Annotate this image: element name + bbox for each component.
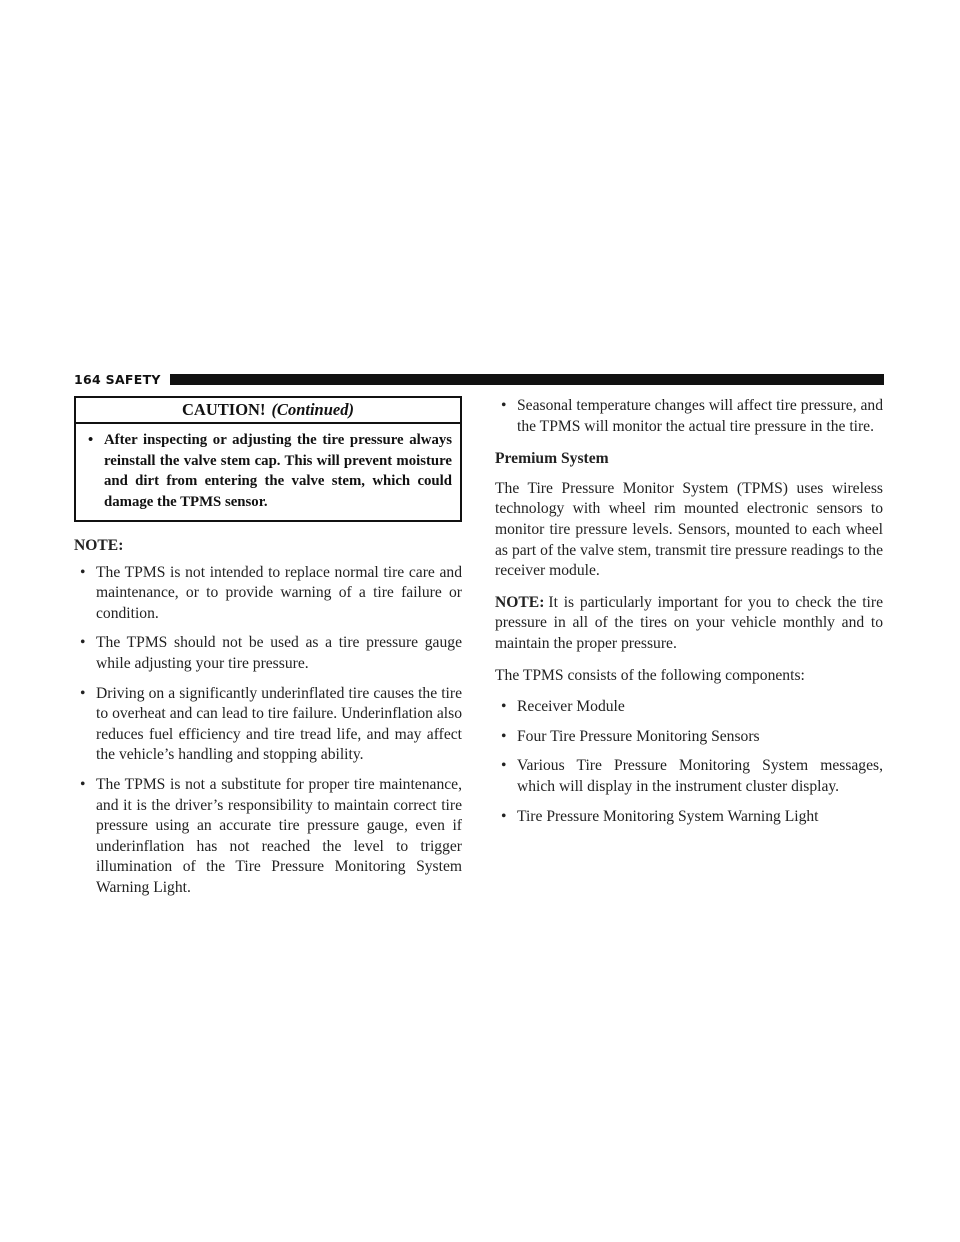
note-item: • Driving on a significantly underinflated tire causes the tire to overheat and can lead to tire failure. Underinflation also reduces fuel efficiency and tire tread life, and may affect the vehicle’s handling and stopping ability. xyxy=(74,684,462,766)
note-item: • The TPMS is not intended to replace normal tire care and maintenance, or to provide warning of a tire failure or condition. xyxy=(74,563,462,625)
note-inline-label: NOTE: xyxy=(495,593,545,611)
right-column xyxy=(495,396,883,836)
components-list xyxy=(495,697,883,827)
page-header xyxy=(74,371,884,387)
component-item: • Four Tire Pressure Monitoring Sensors xyxy=(495,727,883,748)
seasonal-item: • Seasonal temperature changes will affect tire pressure, and the TPMS will monitor the actual tire pressure in the tire. xyxy=(495,396,883,437)
note-label: NOTE: xyxy=(74,537,124,554)
caution-text: • After inspecting or adjusting the tire pressure always reinstall the valve stem cap. This will prevent moisture and dirt from entering the valve stem, which could damage the TPMS sensor. xyxy=(76,424,460,520)
left-column xyxy=(74,396,462,908)
caution-title: CAUTION! xyxy=(182,400,266,419)
component-item: • Various Tire Pressure Monitoring System messages, which will display in the instrument cluster display. xyxy=(495,756,883,797)
caution-continued: (Continued) xyxy=(271,400,354,419)
premium-system-paragraph: The Tire Pressure Monitor System (TPMS) uses wireless technology with wheel rim mounted electronic sensors to monitor tire pressure levels. Sensors, mounted to each wheel as part of the valve stem, transmit tire pressure readings to the receiver module. xyxy=(495,479,883,580)
section-title: SAFETY xyxy=(105,371,161,387)
page-number xyxy=(74,372,161,387)
premium-system-heading: Premium System xyxy=(495,450,609,468)
header-rule xyxy=(170,374,884,385)
component-item: • Tire Pressure Monitoring System Warning Light xyxy=(495,807,883,828)
page-number-value: 164 xyxy=(74,371,101,387)
note-list xyxy=(74,563,462,899)
note-item: • The TPMS should not be used as a tire pressure gauge while adjusting your tire pressure. xyxy=(74,633,462,674)
caution-box xyxy=(74,396,462,522)
note-item: • The TPMS is not a substitute for proper tire maintenance, and it is the driver’s responsibility to maintain correct tire pressure using an accurate tire pressure gauge, even if underinflation has not reached the level to trigger illumination of the Tire Pressure Monitoring System Warning Light. xyxy=(74,775,462,899)
seasonal-list xyxy=(495,396,883,437)
component-item: • Receiver Module xyxy=(495,697,883,718)
note-paragraph xyxy=(495,593,883,655)
caution-header xyxy=(76,398,460,424)
note-inline-text: It is particularly important for you to check the tire pressure in all of the tires on your vehicle monthly and to maintain the proper pressure. xyxy=(495,593,883,652)
components-intro: The TPMS consists of the following components: xyxy=(495,666,805,684)
